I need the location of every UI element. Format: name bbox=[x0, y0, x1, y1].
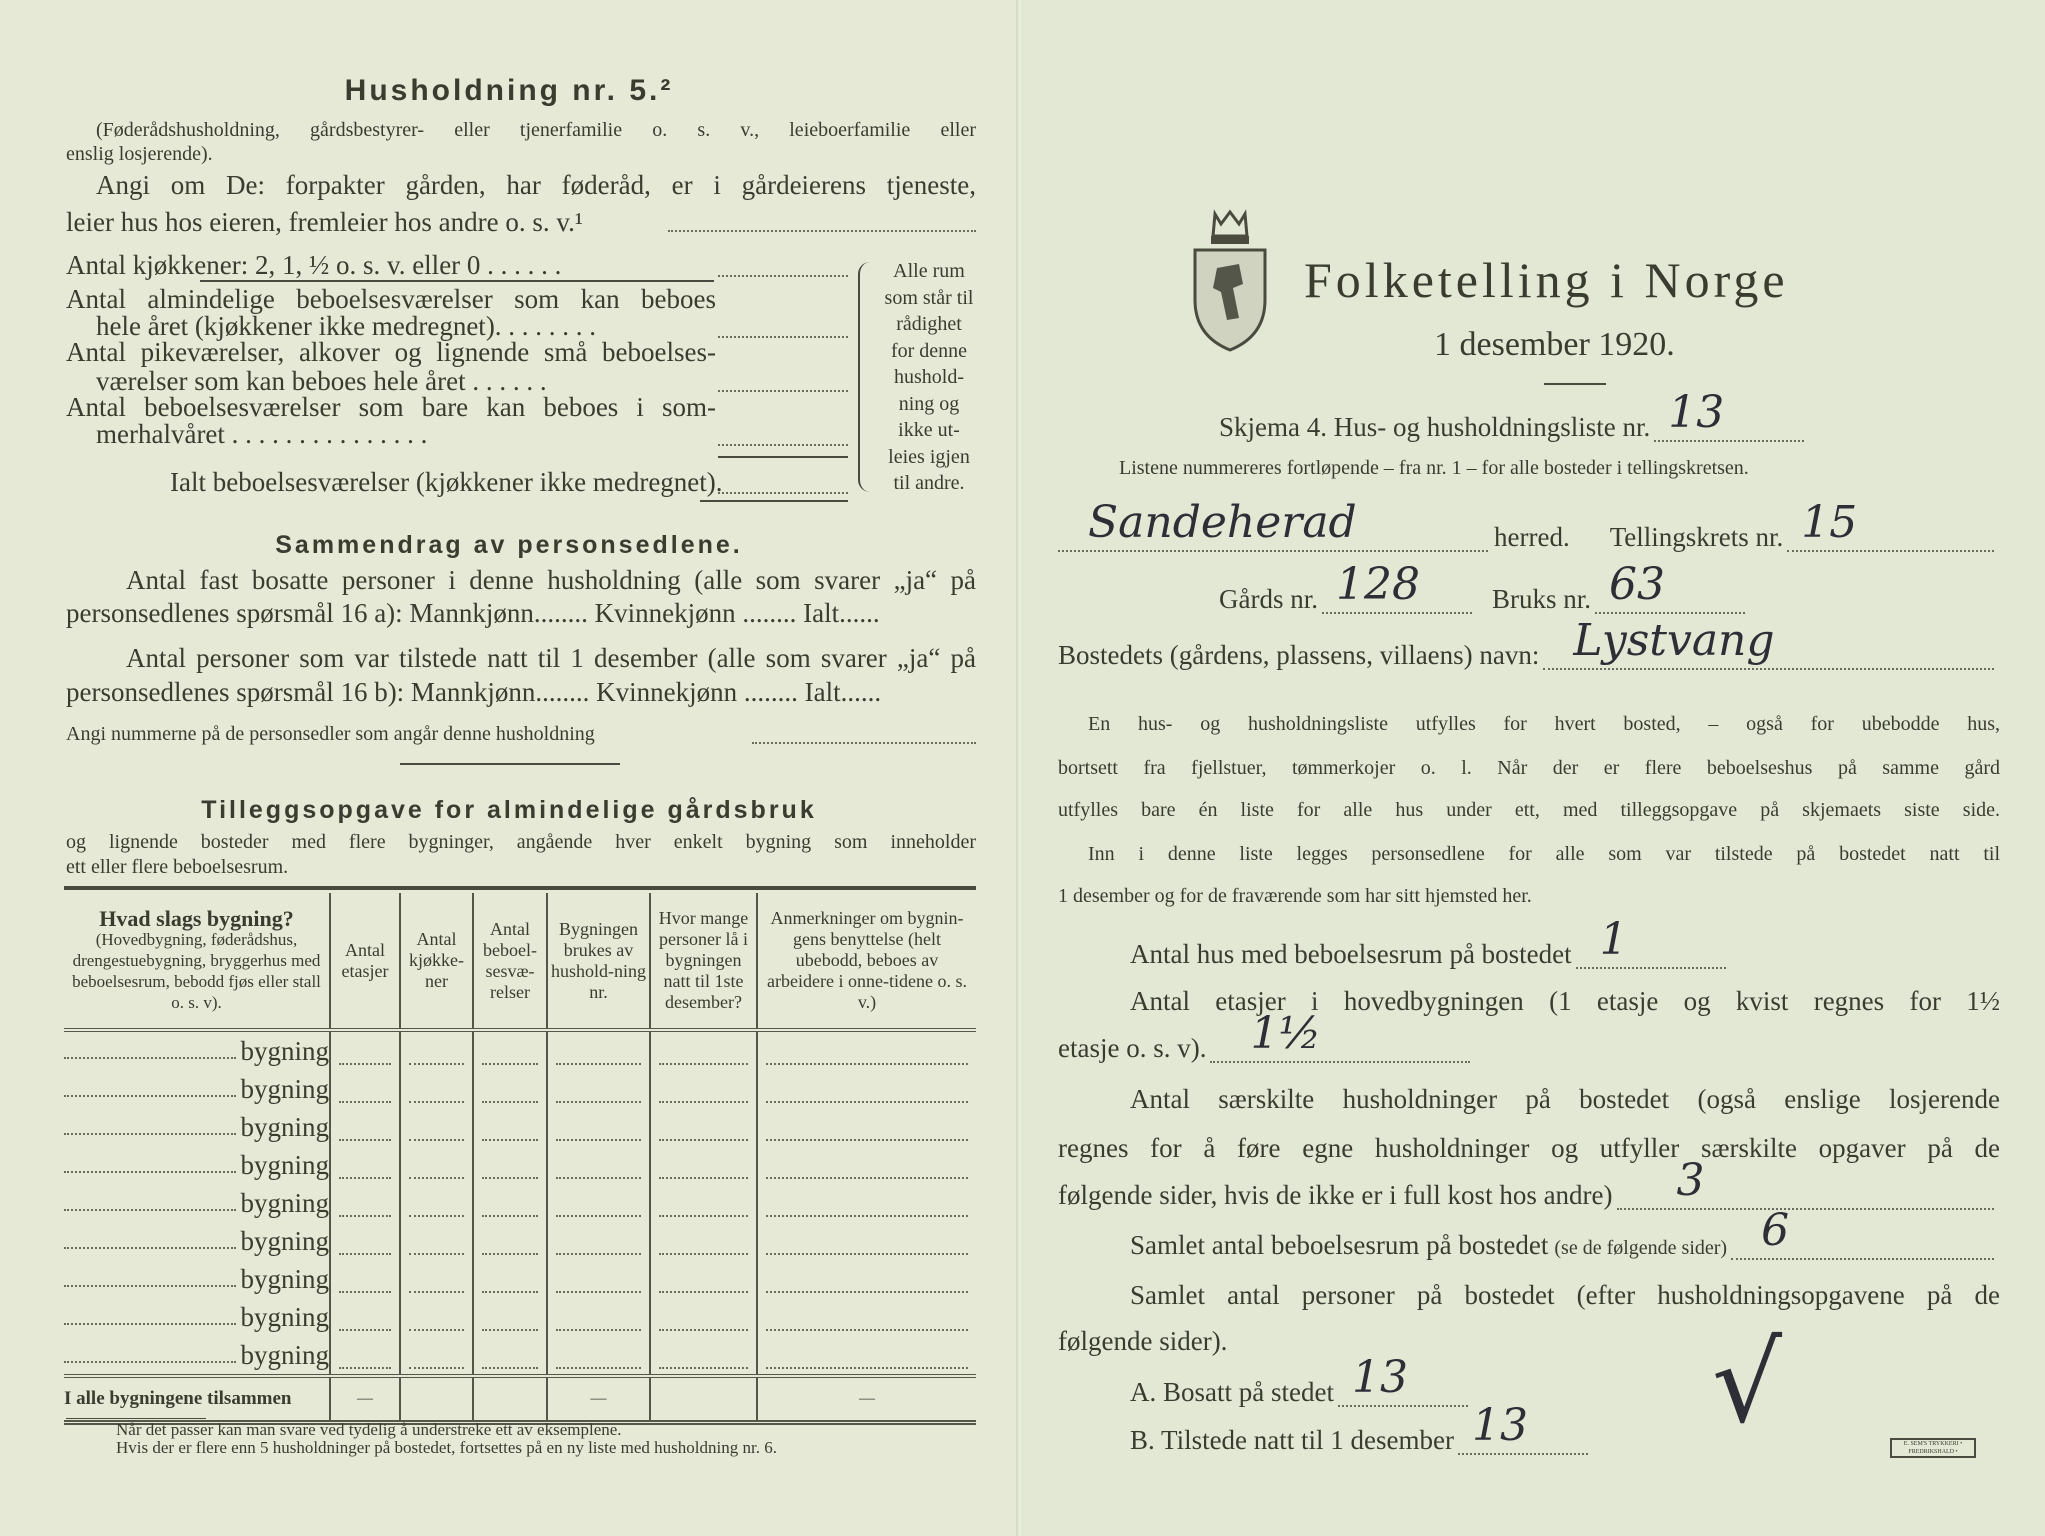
table-cell[interactable] bbox=[473, 1146, 547, 1184]
table-cell[interactable] bbox=[330, 1184, 400, 1222]
summary-line-3: Antal personer som var tilstede natt til 1 desember (alle som svarer „ja“ på bbox=[126, 643, 976, 673]
table-cell[interactable] bbox=[400, 1336, 473, 1376]
table-cell[interactable] bbox=[547, 1070, 650, 1108]
summer-rooms-label-2: merhalvåret . . . . . . . . . . . . . . . bbox=[96, 419, 428, 449]
left-page bbox=[0, 0, 1018, 1536]
table-cell[interactable] bbox=[330, 1070, 400, 1108]
bosted-row bbox=[1058, 615, 2000, 670]
floors-row bbox=[1058, 1008, 1476, 1063]
col-remarks: Anmerkninger om bygnin-gens benyttelse (helt ubebodd, beboes av arbeidere i onne-tidene o. s. v.) bbox=[757, 893, 976, 1030]
col-household-no: Bygningen brukes av hushold-ning nr. bbox=[547, 893, 650, 1030]
building-label: bygning bbox=[240, 1225, 329, 1256]
table-cell[interactable] bbox=[650, 1298, 757, 1336]
angi-line-2: leier hus hos eieren, fremleier hos andre o. s. v.¹ bbox=[66, 207, 583, 237]
summer-rooms-field[interactable] bbox=[718, 444, 848, 446]
building-label: bygning bbox=[240, 1149, 329, 1180]
total-label: I alle bygningene tilsammen bbox=[64, 1376, 330, 1423]
small-rooms-field[interactable] bbox=[718, 390, 848, 392]
present-row bbox=[1130, 1400, 1594, 1455]
table-row bbox=[64, 1336, 976, 1376]
form-title: Folketelling i Norge bbox=[1304, 252, 1789, 308]
table-row bbox=[64, 1260, 976, 1298]
col-persons: Hvor mange personer lå i bygningen natt til 1ste desember? bbox=[650, 893, 757, 1030]
table-cell[interactable] bbox=[757, 1108, 976, 1146]
table-cell[interactable] bbox=[330, 1260, 400, 1298]
table-cell[interactable] bbox=[547, 1298, 650, 1336]
table-cell[interactable] bbox=[547, 1222, 650, 1260]
table-cell[interactable] bbox=[330, 1030, 400, 1070]
building-type-cell[interactable] bbox=[64, 1222, 330, 1260]
table-cell[interactable] bbox=[757, 1222, 976, 1260]
building-type-cell[interactable] bbox=[64, 1030, 330, 1070]
household-title: Husholdning nr. 5.² bbox=[344, 74, 674, 107]
households-label-1: Antal særskilte husholdninger på bostedet (også enslige losjerende bbox=[1130, 1084, 2000, 1114]
total-row bbox=[64, 1376, 976, 1423]
right-page bbox=[1022, 0, 2045, 1536]
floors-label-1: Antal etasjer i hovedbygningen (1 etasje og kvist regnes for 1½ bbox=[1130, 986, 2000, 1016]
table-cell[interactable] bbox=[473, 1108, 547, 1146]
farm-row bbox=[1219, 559, 1751, 614]
rooms-label-2: hele året (kjøkkener ikke medregnet). . . . . . . . bbox=[96, 311, 597, 341]
rooms-total-label: Samlet antal beboelsesrum på bostedet bbox=[1130, 1230, 1549, 1260]
table-row bbox=[64, 1146, 976, 1184]
table-cell[interactable] bbox=[330, 1146, 400, 1184]
table-row bbox=[64, 1184, 976, 1222]
households-label-3: følgende sider, hvis de ikke er i full kost hos andre) bbox=[1058, 1180, 1613, 1210]
table-cell[interactable] bbox=[547, 1108, 650, 1146]
total-rooms-label: Ialt beboelsesværelser (kjøkkener ikke medregnet). bbox=[170, 467, 723, 497]
total-rooms-field[interactable] bbox=[718, 492, 848, 494]
brace bbox=[858, 262, 874, 492]
building-label: bygning bbox=[240, 1111, 329, 1142]
building-label: bygning bbox=[240, 1035, 329, 1066]
building-label: bygning bbox=[240, 1301, 329, 1332]
table-cell[interactable] bbox=[473, 1222, 547, 1260]
bruks-field[interactable] bbox=[1595, 559, 1745, 614]
summer-rooms-label-1: Antal beboelsesværelser som bare kan beboes i som- bbox=[66, 392, 716, 422]
col-building-type-hint: (Hovedbygning, føderådshus, drengestuebygning, bryggerhus med beboelsesrum, bebodd fjøs eller stall o. s. v). bbox=[72, 930, 321, 1012]
tellingskrets-field[interactable] bbox=[1787, 497, 1994, 552]
table-cell[interactable] bbox=[330, 1336, 400, 1376]
herred-label: herred. bbox=[1494, 522, 1570, 552]
bosted-label: Bostedets (gårdens, plassens, villaens) navn: bbox=[1058, 640, 1540, 670]
floors-value: 1½ bbox=[1250, 1008, 1322, 1059]
table-cell[interactable] bbox=[400, 1146, 473, 1184]
table-cell[interactable] bbox=[473, 1336, 547, 1376]
col-building-type: Hvad slags bygning? bbox=[99, 906, 294, 931]
table-cell[interactable] bbox=[650, 1184, 757, 1222]
table-cell[interactable] bbox=[650, 1222, 757, 1260]
persons-label-2: følgende sider). bbox=[1058, 1326, 1228, 1356]
building-type-cell[interactable] bbox=[64, 1146, 330, 1184]
floors-field[interactable] bbox=[1210, 1008, 1470, 1063]
gards-value: 128 bbox=[1335, 559, 1420, 610]
households-field[interactable] bbox=[1617, 1155, 1994, 1210]
kitchens-field[interactable] bbox=[718, 275, 848, 277]
building-type-cell[interactable] bbox=[64, 1260, 330, 1298]
herred-field[interactable] bbox=[1058, 497, 1488, 552]
present-label: B. Tilstede natt til 1 desember bbox=[1130, 1425, 1454, 1455]
household-subtitle: (Føderådshusholdning, gårdsbestyrer- eller tjenerfamilie o. s. v., leieboerfamilie eller bbox=[96, 119, 976, 141]
present-field[interactable] bbox=[1458, 1400, 1588, 1455]
rooms-total-field[interactable] bbox=[1731, 1205, 1994, 1260]
households-value: 3 bbox=[1676, 1155, 1705, 1206]
table-cell[interactable] bbox=[400, 1298, 473, 1336]
check-mark: √ bbox=[1712, 1319, 1783, 1447]
table-cell[interactable] bbox=[757, 1070, 976, 1108]
instructions-5: 1 desember og for de fraværende som har sitt hjemsted her. bbox=[1058, 885, 1532, 907]
rooms-label-1: Antal almindelige beboelsesværelser som kan beboes bbox=[66, 284, 716, 314]
present-value: 13 bbox=[1472, 1400, 1528, 1451]
kitchens-label: Antal kjøkkener: 2, 1, ½ o. s. v. eller 0 . . . . . . bbox=[66, 250, 562, 280]
rooms-total-value: 6 bbox=[1761, 1205, 1790, 1256]
table-cell[interactable] bbox=[400, 1108, 473, 1146]
table-cell[interactable] bbox=[757, 1146, 976, 1184]
list-number-value: 13 bbox=[1668, 387, 1725, 438]
supplement-title: Tilleggsopgave for almindelige gårdsbruk bbox=[201, 796, 817, 824]
col-kitchens: Antal kjøkke-ner bbox=[400, 893, 473, 1030]
total-cell: — bbox=[547, 1376, 650, 1423]
bosted-field[interactable] bbox=[1543, 615, 1994, 670]
table-cell[interactable] bbox=[650, 1030, 757, 1070]
building-type-cell[interactable] bbox=[64, 1298, 330, 1336]
table-cell[interactable] bbox=[330, 1108, 400, 1146]
table-cell[interactable] bbox=[757, 1030, 976, 1070]
building-label: bygning bbox=[240, 1187, 329, 1218]
numbering-note: Listene nummereres fortløpende – fra nr. 1 – for alle bosteder i tellingskretsen. bbox=[1119, 457, 1749, 479]
rooms-total-note: (se de følgende sider) bbox=[1554, 1237, 1728, 1259]
table-cell[interactable] bbox=[400, 1184, 473, 1222]
table-cell[interactable] bbox=[473, 1070, 547, 1108]
building-type-cell[interactable] bbox=[64, 1070, 330, 1108]
summary-line-2: personsedlenes spørsmål 16 a): Mannkjønn........ Kvinnekjønn ........ Ialt...... bbox=[66, 598, 880, 628]
total-cell bbox=[650, 1376, 757, 1423]
table-cell[interactable] bbox=[547, 1184, 650, 1222]
households-row bbox=[1058, 1155, 2000, 1210]
resident-value: 13 bbox=[1351, 1352, 1408, 1403]
table-cell[interactable] bbox=[757, 1260, 976, 1298]
gards-field[interactable] bbox=[1322, 559, 1472, 614]
rooms-total-row bbox=[1130, 1205, 2000, 1260]
schema-row bbox=[1219, 387, 1810, 442]
summary-line-4: personsedlenes spørsmål 16 b): Mannkjønn........ Kvinnekjønn ........ Ialt...... bbox=[66, 677, 882, 707]
instructions-2: bortsett fra fjellstuer, tømmerkojer o. l. Når der er flere beboelseshus på samme gård bbox=[1058, 757, 2000, 779]
bruks-value: 63 bbox=[1609, 559, 1665, 610]
table-cell[interactable] bbox=[473, 1184, 547, 1222]
table-cell[interactable] bbox=[400, 1070, 473, 1108]
table-row bbox=[64, 1070, 976, 1108]
total-cell bbox=[400, 1376, 473, 1423]
table-cell[interactable] bbox=[757, 1184, 976, 1222]
table-cell[interactable] bbox=[650, 1070, 757, 1108]
households-label-2: regnes for å føre egne husholdninger og utfyller særskilte opgaver på de bbox=[1058, 1133, 2000, 1163]
table-cell[interactable] bbox=[473, 1298, 547, 1336]
houses-label: Antal hus med beboelsesrum på bostedet bbox=[1130, 939, 1572, 969]
persons-label-1: Samlet antal personer på bostedet (efter husholdningsopgavene på de bbox=[1130, 1280, 2000, 1310]
table-cell[interactable] bbox=[650, 1336, 757, 1376]
resident-field[interactable] bbox=[1338, 1352, 1468, 1407]
small-rooms-label-1: Antal pikeværelser, alkover og lignende små beboelses- bbox=[66, 337, 716, 367]
table-row bbox=[64, 1030, 976, 1070]
houses-field[interactable] bbox=[1576, 914, 1726, 969]
total-cell bbox=[473, 1376, 547, 1423]
coat-of-arms-icon bbox=[1187, 208, 1273, 354]
table-row bbox=[64, 1222, 976, 1260]
table-cell[interactable] bbox=[400, 1260, 473, 1298]
table-cell[interactable] bbox=[330, 1222, 400, 1260]
footnote-1: Når det passer kan man svare ved tydelig å understreke ett av eksemplene. bbox=[116, 1420, 622, 1439]
table-row bbox=[64, 1298, 976, 1336]
instructions-1: En hus- og husholdningsliste utfylles for hvert bosted, – også for ubebodde hus, bbox=[1088, 713, 2000, 735]
table-cell[interactable] bbox=[547, 1030, 650, 1070]
herred-value: Sandeherad bbox=[1088, 497, 1357, 548]
table-cell[interactable] bbox=[400, 1030, 473, 1070]
tellingskrets-label: Tellingskrets nr. bbox=[1609, 522, 1784, 552]
col-rooms: Antal beboel-sesvæ-relser bbox=[473, 893, 547, 1030]
building-type-cell[interactable] bbox=[64, 1336, 330, 1376]
total-cell: — bbox=[757, 1376, 976, 1423]
supplement-line-2: ett eller flere beboelsesrum. bbox=[66, 856, 289, 878]
table-cell[interactable] bbox=[650, 1260, 757, 1298]
list-number-field[interactable] bbox=[1654, 387, 1804, 442]
instructions-4: Inn i denne liste legges personsedlene for alle som var tilstede på bostedet natt til bbox=[1088, 843, 2000, 865]
summary-line-1: Antal fast bosatte personer i denne husholdning (alle som svarer „ja“ på bbox=[126, 565, 976, 595]
angi-answer-line[interactable] bbox=[668, 230, 976, 232]
table-cell[interactable] bbox=[473, 1030, 547, 1070]
bosted-value: Lystvang bbox=[1573, 615, 1775, 666]
table-cell[interactable] bbox=[330, 1298, 400, 1336]
building-label: bygning bbox=[240, 1263, 329, 1294]
houses-value: 1 bbox=[1599, 914, 1628, 965]
side-note: Alle rum som står til rådighet for denne hushold- ning og ikke ut- leies igjen til andre. bbox=[884, 260, 974, 494]
angi-line-1: Angi om De: forpakter gården, har føderåd, er i gårdeierens tjeneste, bbox=[96, 170, 976, 200]
household-subtitle-2: enslig losjerende). bbox=[66, 143, 213, 165]
tellingskrets-value: 15 bbox=[1801, 497, 1858, 548]
floors-label-2: etasje o. s. v). bbox=[1058, 1033, 1207, 1063]
schema-label: Skjema 4. Hus- og husholdningsliste nr. bbox=[1219, 412, 1651, 442]
herred-row bbox=[1058, 497, 2000, 552]
gards-label: Gårds nr. bbox=[1219, 584, 1318, 614]
table-cell[interactable] bbox=[757, 1298, 976, 1336]
buildings-table bbox=[64, 893, 976, 1425]
total-cell: — bbox=[330, 1376, 400, 1423]
summary-line-5: Angi nummerne på de personsedler som angår denne husholdning bbox=[66, 723, 595, 745]
building-type-cell[interactable] bbox=[64, 1184, 330, 1222]
table-cell[interactable] bbox=[650, 1146, 757, 1184]
table-cell[interactable] bbox=[757, 1336, 976, 1376]
bruks-label: Bruks nr. bbox=[1491, 584, 1591, 614]
form-date: 1 desember 1920. bbox=[1434, 326, 1675, 363]
table-cell[interactable] bbox=[547, 1336, 650, 1376]
table-cell[interactable] bbox=[400, 1222, 473, 1260]
table-cell[interactable] bbox=[650, 1108, 757, 1146]
supplement-line-1: og lignende bosteder med flere bygninger, angående hver enkelt bygning som inneholder bbox=[66, 831, 976, 853]
printer-stamp: E. SEM'S TRYKKERI • FREDRIKSHALD • bbox=[1890, 1438, 1976, 1458]
instructions-3: utfylles bare én liste for alle hus under ett, med tilleggsopgave på skjemaets siste side. bbox=[1058, 799, 2000, 821]
table-cell[interactable] bbox=[547, 1260, 650, 1298]
table-row bbox=[64, 1108, 976, 1146]
col-floors: Antal etasjer bbox=[330, 893, 400, 1030]
building-label: bygning bbox=[240, 1339, 329, 1370]
person-numbers-field[interactable] bbox=[752, 742, 976, 744]
houses-row bbox=[1130, 914, 1732, 969]
resident-label: A. Bosatt på stedet bbox=[1130, 1377, 1334, 1407]
table-cell[interactable] bbox=[473, 1260, 547, 1298]
building-type-cell[interactable] bbox=[64, 1108, 330, 1146]
small-rooms-label-2: værelser som kan beboes hele året . . . . . . bbox=[96, 366, 547, 396]
resident-row bbox=[1130, 1352, 1474, 1407]
building-label: bygning bbox=[240, 1073, 329, 1104]
rooms-field[interactable] bbox=[718, 336, 848, 338]
table-cell[interactable] bbox=[547, 1146, 650, 1184]
summary-title: Sammendrag av personsedlene. bbox=[275, 531, 743, 559]
footnote-2: Hvis der er flere enn 5 husholdninger på bostedet, fortsettes på en ny liste med husholdning nr. 6. bbox=[116, 1438, 777, 1457]
